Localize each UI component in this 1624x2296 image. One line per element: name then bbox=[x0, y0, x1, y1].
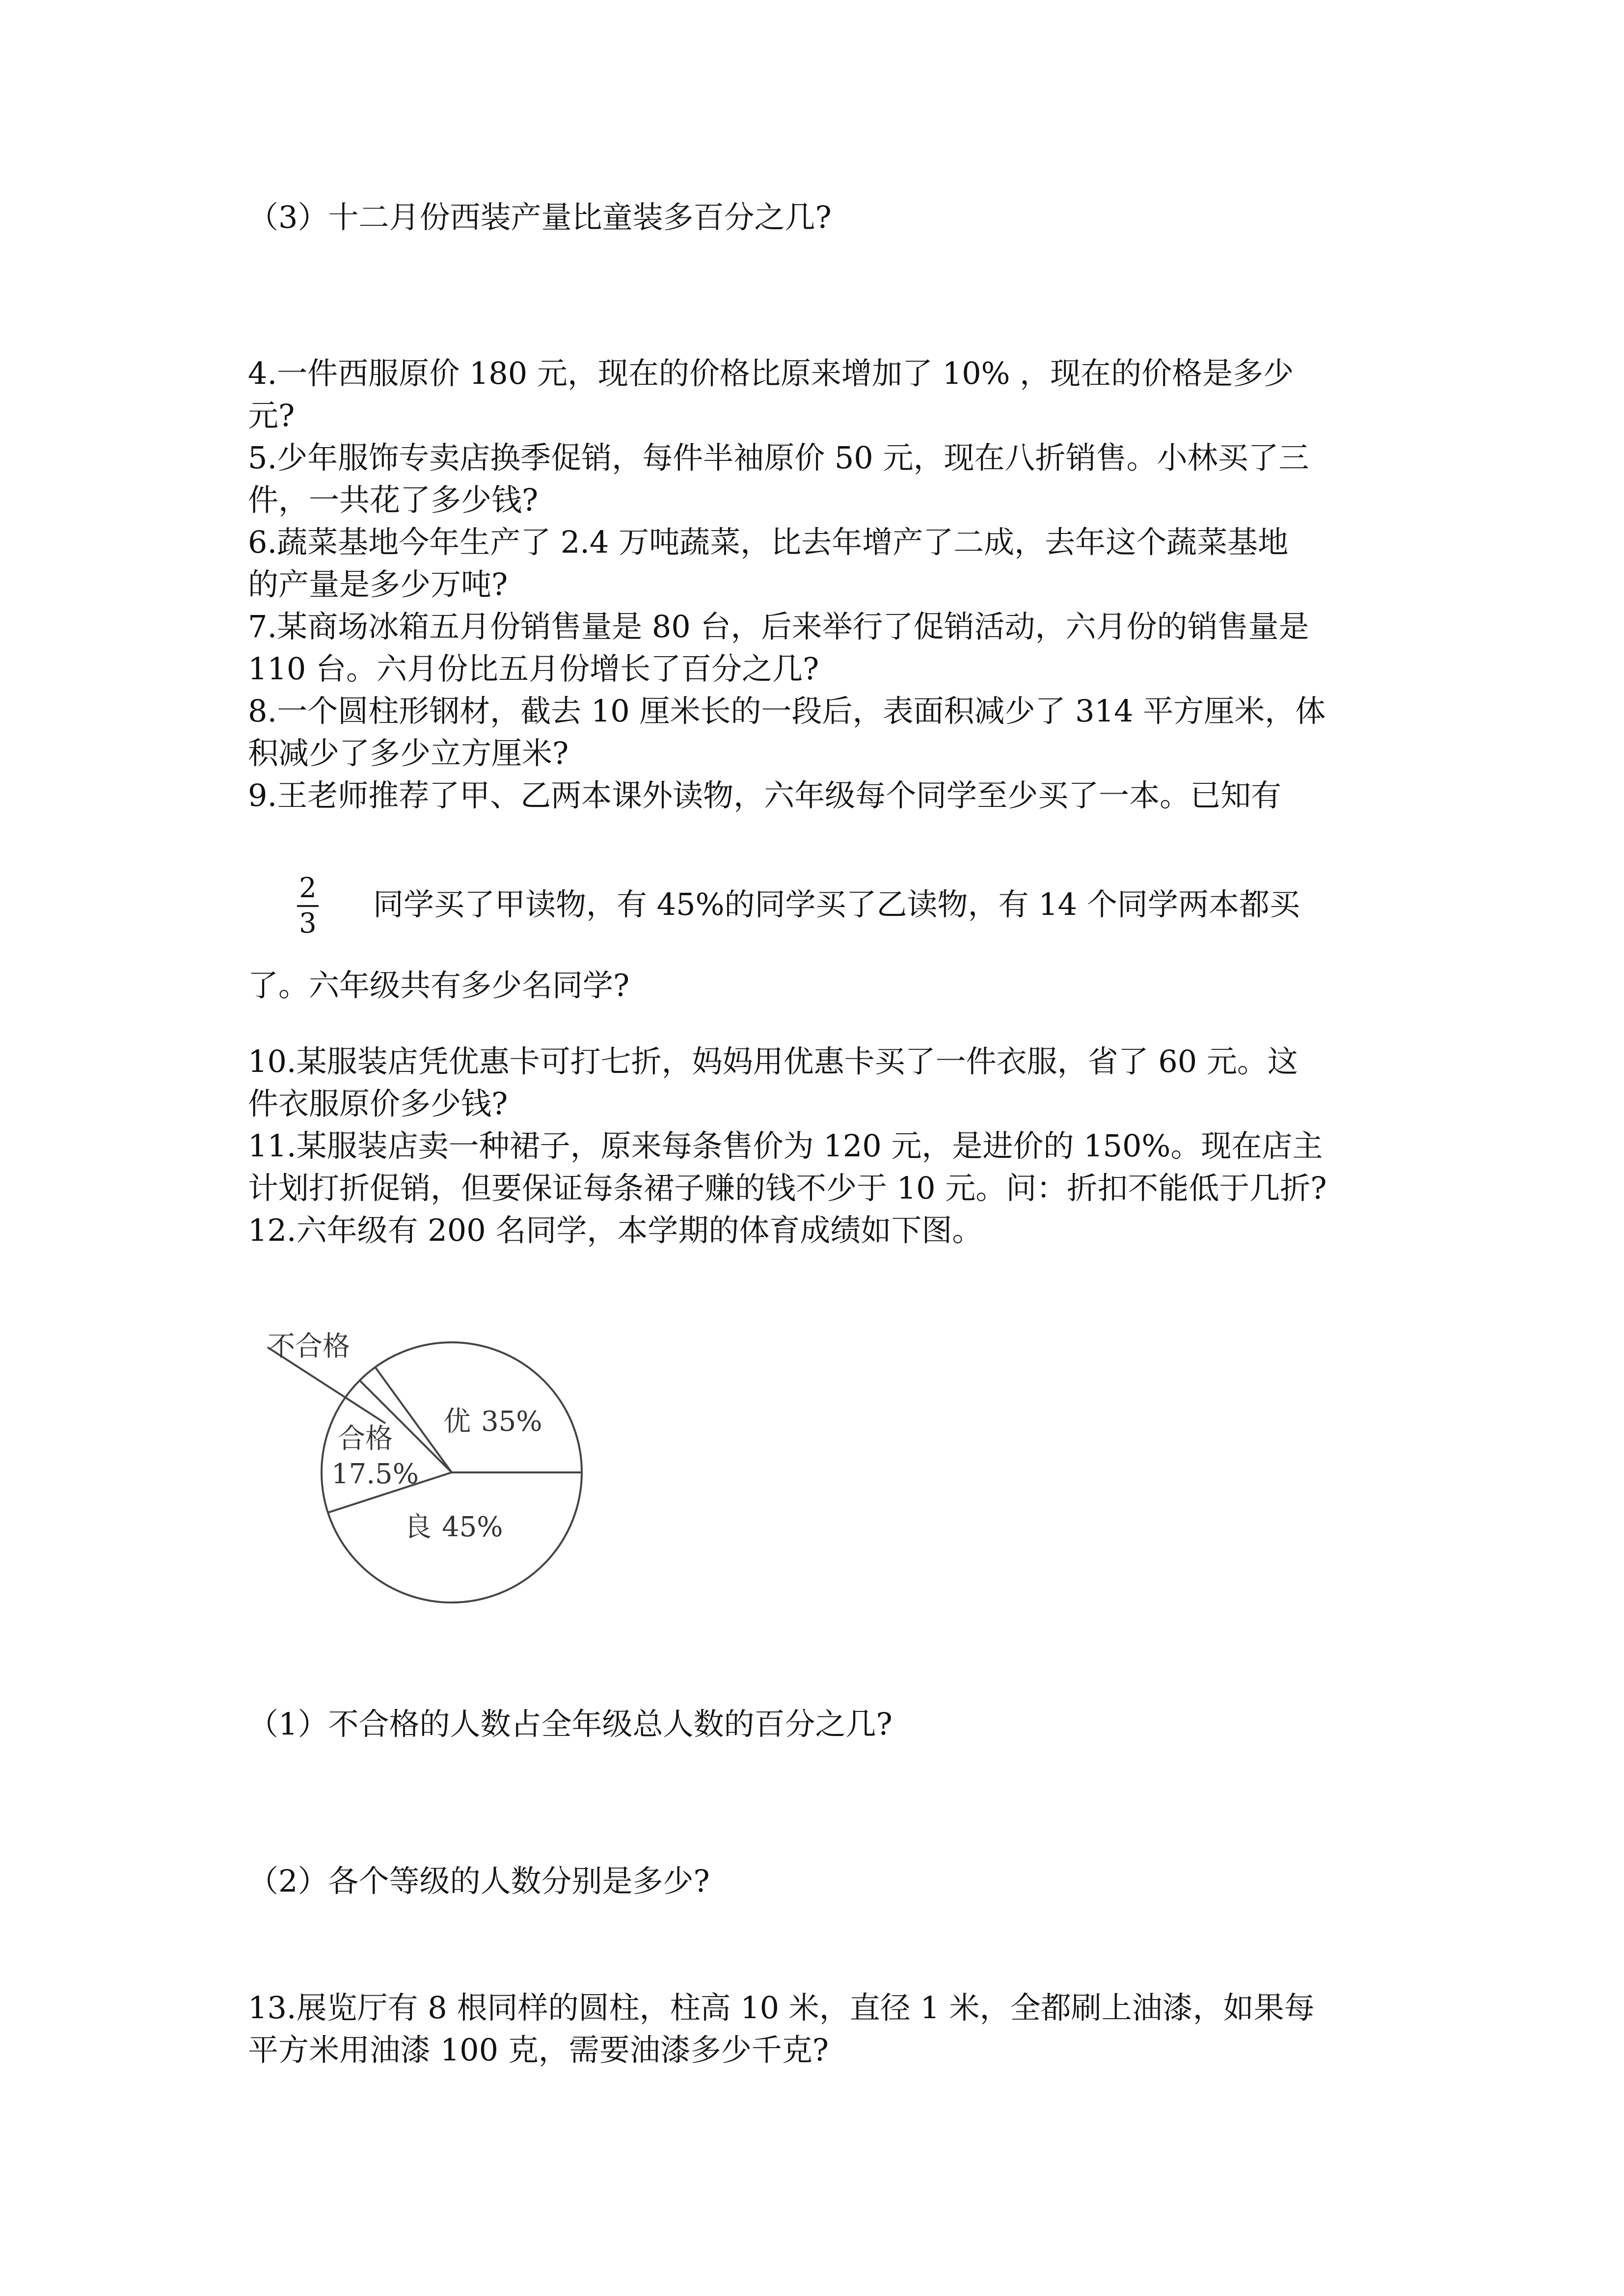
question-3-3: （3）十二月份西装产量比童装多百分之几? bbox=[248, 199, 832, 235]
slice-boundary-fail bbox=[375, 1367, 452, 1472]
label-excellent: 优 bbox=[443, 1406, 471, 1438]
question-9-line3: 了。六年级共有多少名同学? bbox=[248, 967, 630, 1003]
question-12-sub-2: （2）各个等级的人数分别是多少? bbox=[248, 1863, 710, 1899]
question-4-line2: 元? bbox=[248, 398, 295, 433]
question-13-line2: 平方米用油漆 100 克，需要油漆多少千克? bbox=[248, 2032, 829, 2068]
label-pass: 合格 bbox=[338, 1423, 393, 1455]
question-13-line1: 13.展览厅有 8 根同样的圆柱，柱高 10 米，直径 1 米，全都刷上油漆，如果每 bbox=[248, 1990, 1315, 2026]
value-good: 45% bbox=[442, 1511, 503, 1543]
value-pass: 17.5% bbox=[331, 1458, 419, 1490]
question-5-line1: 5.少年服饰专卖店换季促销，每件半袖原价 50 元，现在八折销售。小林买了三 bbox=[248, 440, 1309, 476]
fraction-denominator: 3 bbox=[299, 908, 317, 939]
question-8-line1: 8.一个圆柱形钢材，截去 10 厘米长的一段后，表面积减少了 314 平方厘米，体 bbox=[248, 693, 1326, 729]
fraction-two-thirds bbox=[297, 874, 319, 938]
value-excellent: 35% bbox=[481, 1406, 542, 1438]
question-7-line1: 7.某商场冰箱五月份销售量是 80 台，后来举行了促销活动，六月份的销售量是 bbox=[248, 609, 1309, 644]
question-11-line1: 11.某服装店卖一种裙子，原来每条售价为 120 元，是进价的 150%。现在店主 bbox=[248, 1128, 1323, 1164]
question-12-sub-1: （1）不合格的人数占全年级总人数的百分之几? bbox=[248, 1706, 893, 1742]
question-5-line2: 件，一共花了多少钱? bbox=[248, 482, 539, 518]
question-10-line2: 件衣服原价多少钱? bbox=[248, 1086, 508, 1121]
question-9-line1: 9.王老师推荐了甲、乙两本课外读物，六年级每个同学至少买了一本。已知有 bbox=[248, 777, 1282, 813]
question-10-line1: 10.某服装店凭优惠卡可打七折，妈妈用优惠卡买了一件衣服，省了 60 元。这 bbox=[248, 1043, 1298, 1079]
question-4-line1: 4.一件西服原价 180 元，现在的价格比原来增加了 10% ，现在的价格是多少 bbox=[248, 355, 1294, 391]
question-8-line2: 积减少了多少立方厘米? bbox=[248, 735, 569, 771]
question-9-line2: 同学买了甲读物，有 45%的同学买了乙读物，有 14 个同学两本都买 bbox=[373, 886, 1300, 922]
grade-pie-chart bbox=[248, 1325, 621, 1620]
fraction-numerator: 2 bbox=[299, 872, 317, 904]
question-6-line2: 的产量是多少万吨? bbox=[248, 566, 508, 602]
question-12-line1: 12.六年级有 200 名同学，本学期的体育成绩如下图。 bbox=[248, 1212, 983, 1248]
fraction-bar bbox=[297, 905, 319, 907]
label-fail: 不合格 bbox=[268, 1331, 350, 1362]
label-good: 良 bbox=[404, 1511, 432, 1543]
question-7-line2: 110 台。六月份比五月份增长了百分之几? bbox=[248, 651, 819, 687]
question-11-line2: 计划打折促销，但要保证每条裙子赚的钱不少于 10 元。问：折扣不能低于几折? bbox=[248, 1170, 1327, 1206]
question-6-line1: 6.蔬菜基地今年生产了 2.4 万吨蔬菜，比去年增产了二成，去年这个蔬菜基地 bbox=[248, 524, 1289, 560]
